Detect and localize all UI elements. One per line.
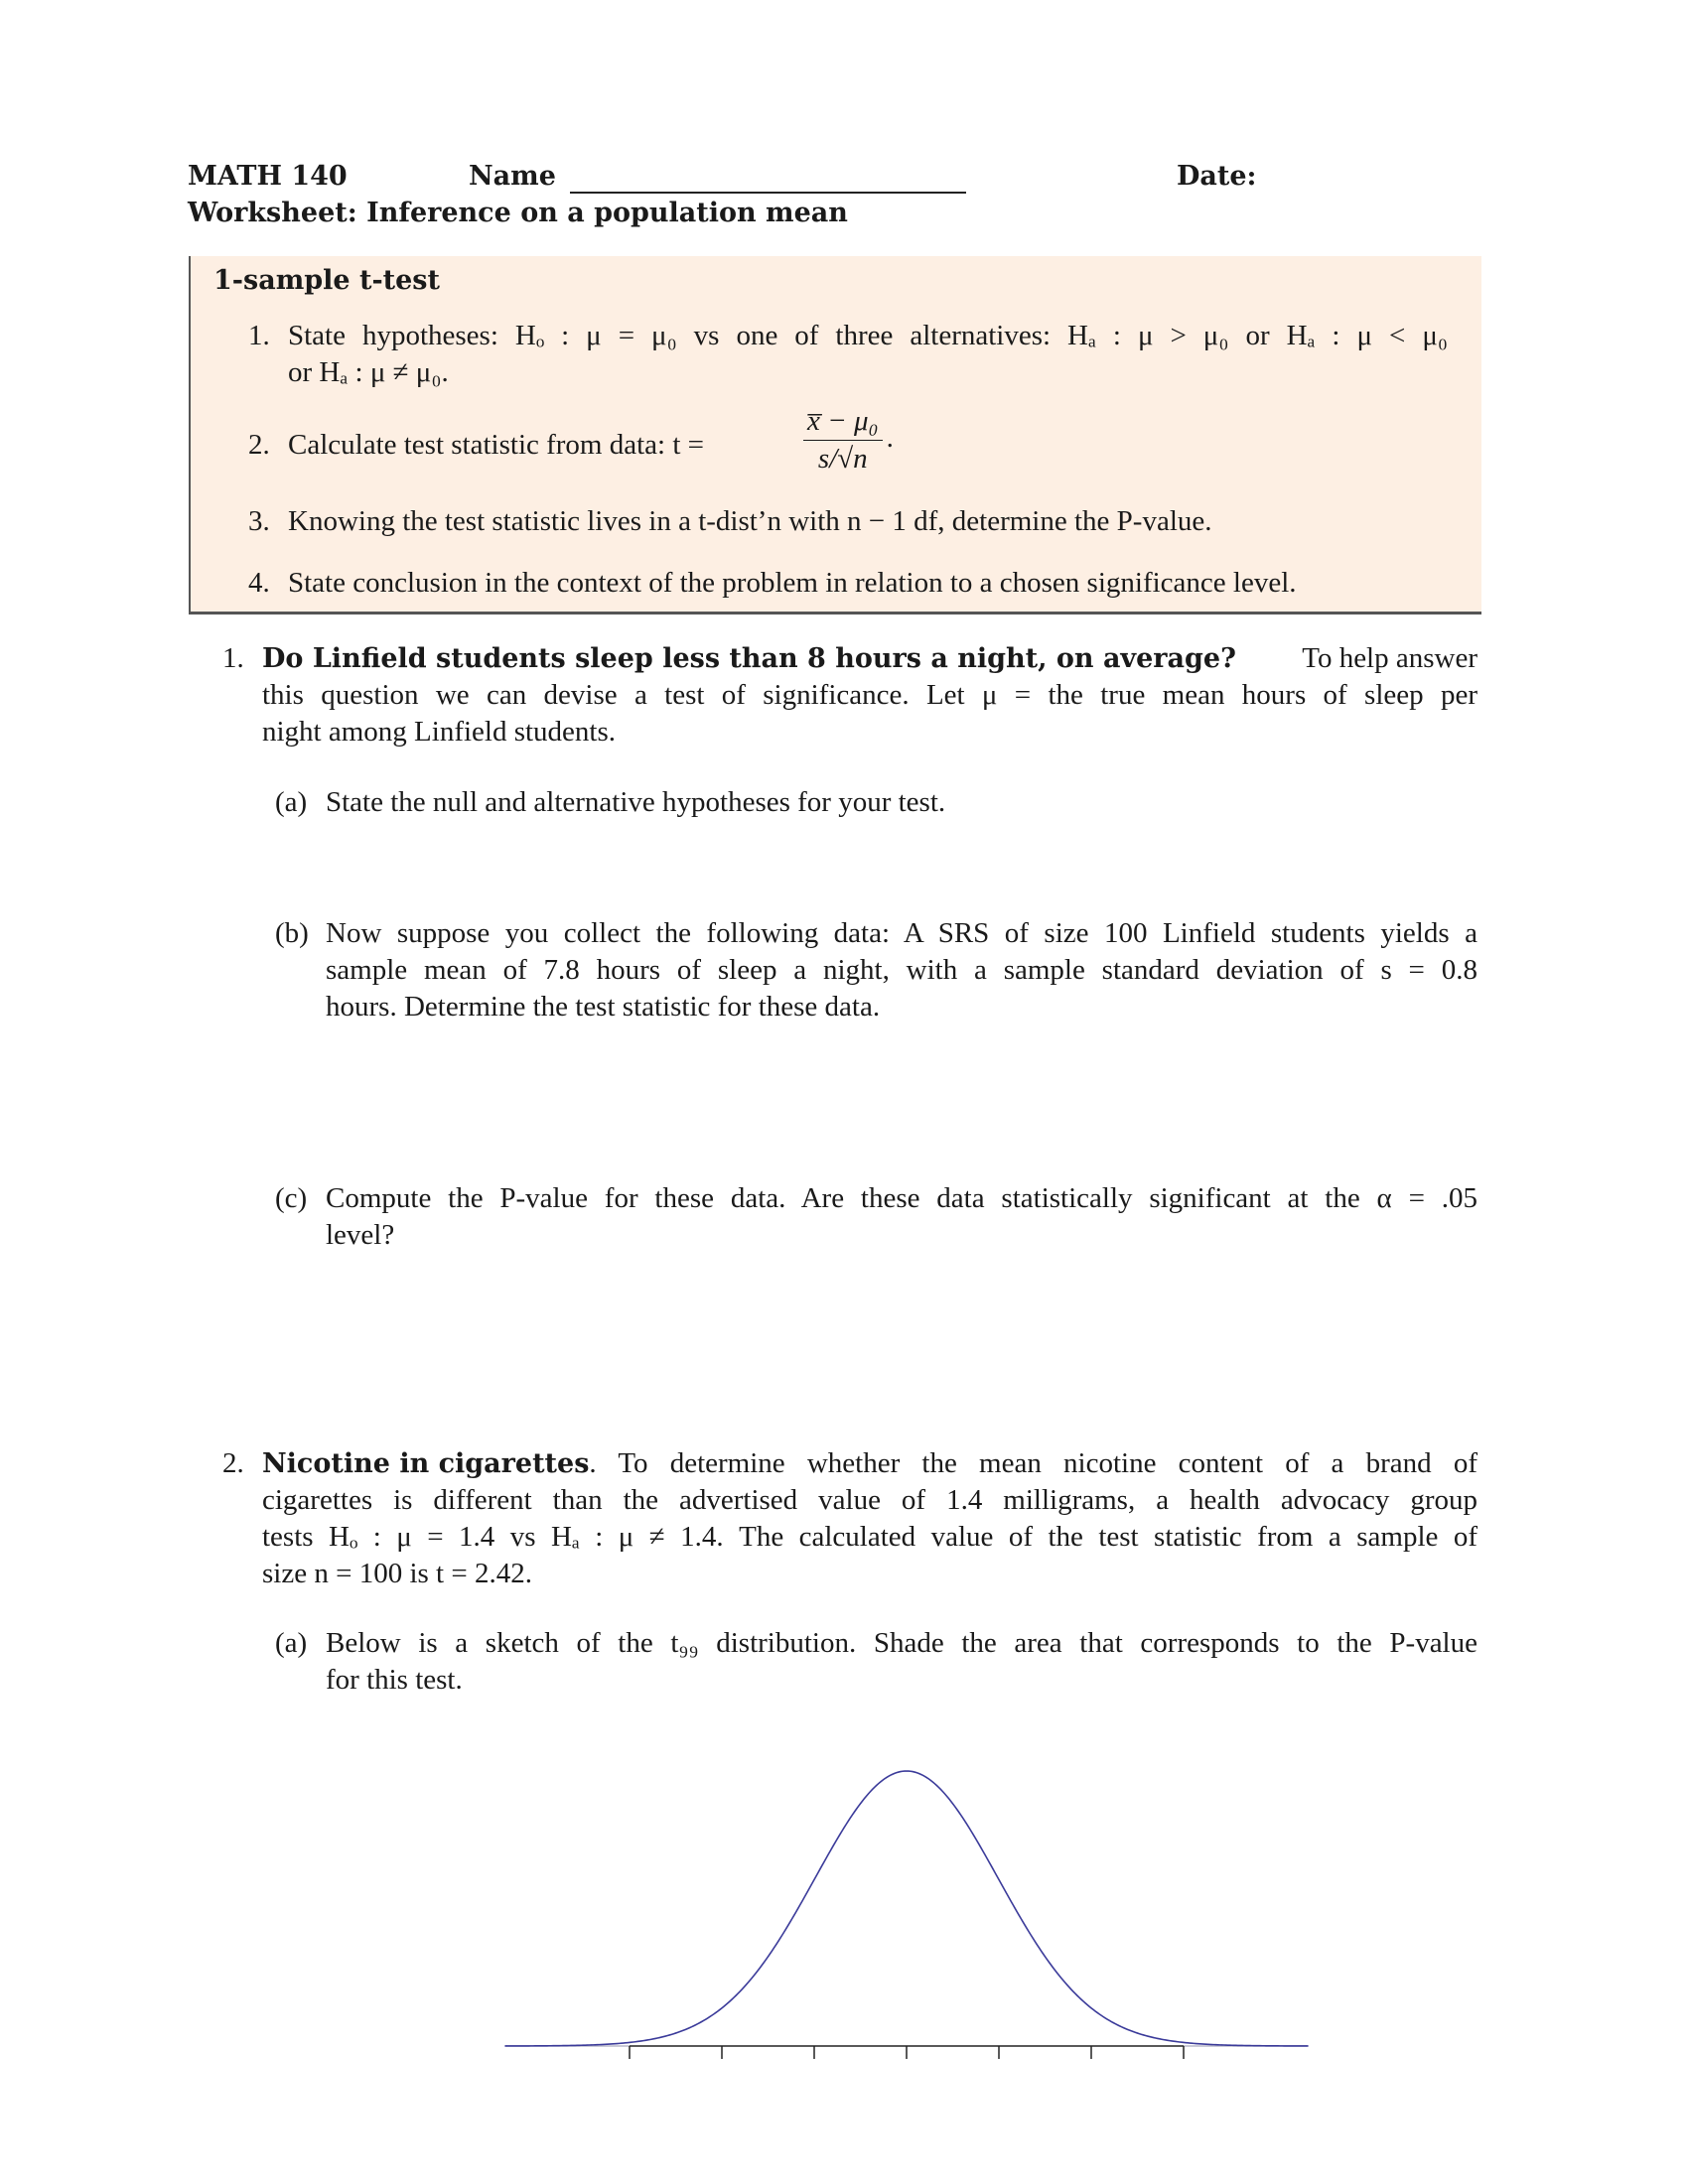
density-curve	[504, 1771, 1308, 2046]
worksheet-title: Worksheet: Inference on a population mean	[188, 198, 848, 228]
name-label: Name	[469, 161, 556, 192]
problem-2a-line2: for this test.	[326, 1664, 463, 1696]
formula-denominator: s/√n	[817, 443, 868, 475]
formula-numerator: x̅ − μ₀	[803, 404, 883, 441]
answer-space-1c[interactable]	[326, 1261, 1477, 1430]
t-distribution-chart[interactable]	[496, 1747, 1321, 2075]
problem-2-title: Nicotine in cigarettes	[262, 1448, 590, 1479]
part-label: (a)	[275, 1627, 308, 1659]
problem-1c-line2: level?	[326, 1219, 395, 1251]
part-label: (b)	[275, 917, 309, 949]
problem-number: 2.	[222, 1447, 244, 1479]
formula-period: .	[886, 422, 894, 455]
step-number: 1.	[248, 320, 270, 351]
problem-1-question: Do Linfield students sleep less than 8 hours a night, on average?	[262, 643, 1236, 674]
step-number: 4.	[248, 567, 270, 599]
problem-1-text: To help answer	[1302, 642, 1477, 674]
problem-1c-line1: Compute the P-value for these data. Are these data statistically significant at the α = .05	[326, 1182, 1477, 1214]
step-number: 2.	[248, 429, 270, 461]
problem-1a-text: State the null and alternative hypotheses for your test.	[326, 786, 946, 818]
problem-1b-line3: hours. Determine the test statistic for these data.	[326, 991, 881, 1023]
problem-1b-line2: sample mean of 7.8 hours of sleep a night, with a sample standard deviation of s = 0.8	[326, 954, 1477, 986]
t-statistic-formula	[799, 404, 894, 477]
problem-2a-line1: Below is a sketch of the t₉₉ distribution. Shade the area that corresponds to the P-value	[326, 1627, 1477, 1659]
step-4-text: State conclusion in the context of the problem in relation to a chosen significance level.	[288, 567, 1297, 599]
problem-2-line1	[262, 1445, 1477, 1482]
problem-1-line1	[262, 640, 1477, 677]
axis-ticks	[630, 2046, 1184, 2059]
problem-2-line2: cigarettes is different than the advertised value of 1.4 milligrams, a health advocacy group	[262, 1484, 1477, 1516]
name-input-line[interactable]	[570, 192, 966, 194]
problem-1-line2: this question we can devise a test of significance. Let μ = the true mean hours of sleep per	[262, 679, 1477, 711]
step-number: 3.	[248, 505, 270, 537]
problem-number: 1.	[222, 642, 244, 674]
part-label: (c)	[275, 1182, 308, 1214]
problem-2-line4: size n = 100 is t = 2.42.	[262, 1558, 532, 1589]
summary-box-title: 1-sample t-test	[213, 265, 440, 296]
part-label: (a)	[275, 786, 308, 818]
step-1-line2: or Hₐ : μ ≠ μ₀.	[288, 356, 449, 388]
answer-space-1b[interactable]	[326, 1032, 1477, 1171]
date-label: Date:	[1177, 161, 1257, 192]
problem-2-line3: tests Hₒ : μ = 1.4 vs Hₐ : μ ≠ 1.4. The calculated value of the test statistic from a sample of	[262, 1521, 1477, 1553]
step-1-line1: State hypotheses: Hₒ : μ = μ₀ vs one of three alternatives: Hₐ : μ > μ₀ or Hₐ : μ < μ₀	[288, 320, 1448, 351]
problem-1b-line1: Now suppose you collect the following data: A SRS of size 100 Linfield students yields a	[326, 917, 1477, 949]
problem-2-text: . To determine whether the mean nicotine content of a brand of	[589, 1447, 1477, 1479]
course-code: MATH 140	[188, 161, 348, 192]
step-2-text: Calculate test statistic from data: t =	[288, 429, 705, 461]
problem-1-line3: night among Linfield students.	[262, 716, 617, 748]
step-3-text: Knowing the test statistic lives in a t-dist’n with n − 1 df, determine the P-value.	[288, 505, 1212, 537]
answer-space-1a[interactable]	[326, 824, 1477, 913]
